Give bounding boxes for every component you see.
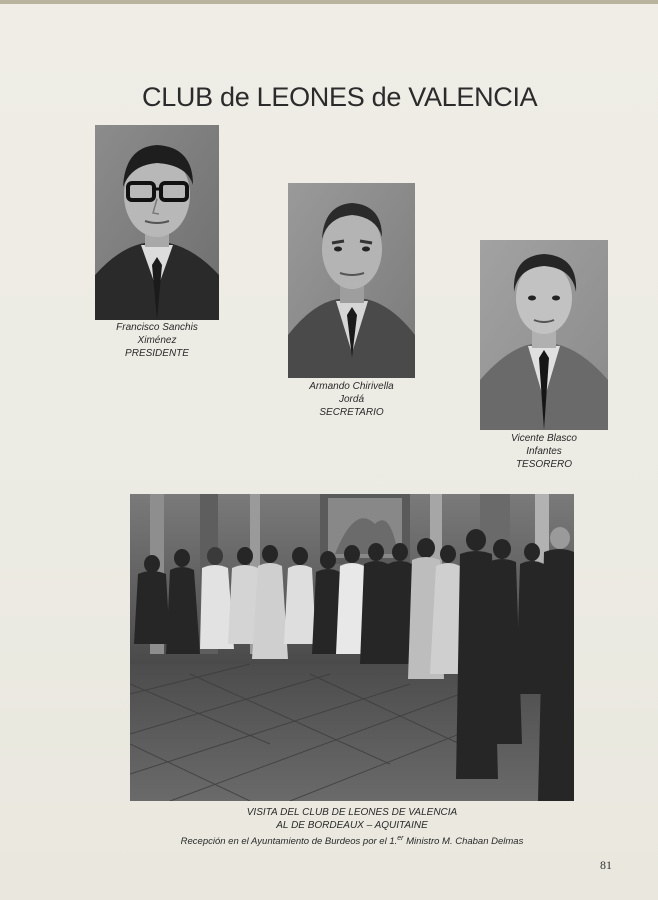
portrait-photo-president bbox=[95, 125, 219, 320]
portrait-photo-treasurer bbox=[480, 240, 608, 430]
caption-line-visit: VISITA DEL CLUB DE LEONES DE VALENCIA bbox=[246, 807, 458, 818]
caption-president bbox=[95, 321, 219, 360]
officer-name-line2: Ximénez bbox=[137, 335, 177, 346]
group-reception-photo bbox=[130, 494, 574, 801]
officer-role: SECRETARIO bbox=[319, 407, 384, 418]
officer-name-line2: Jordá bbox=[338, 394, 364, 405]
page-number: 81 bbox=[600, 858, 612, 872]
caption-secretary bbox=[288, 380, 415, 419]
officer-name-line1: Francisco Sanchis bbox=[116, 322, 198, 333]
caption-treasurer bbox=[480, 432, 608, 471]
group-photo-caption bbox=[130, 806, 574, 848]
officer-role: PRESIDENTE bbox=[125, 348, 189, 359]
officer-name-line1: Vicente Blasco bbox=[511, 433, 577, 444]
page-top-edge bbox=[0, 0, 658, 4]
caption-reception-text: Recepción en el Ayuntamiento de Burdeos por el 1. bbox=[180, 836, 398, 848]
officer-name-line1: Armando Chirivella bbox=[309, 381, 394, 392]
officer-name-line2: Infantes bbox=[526, 446, 562, 457]
officer-role: TESORERO bbox=[515, 459, 573, 470]
page-title: CLUB de LEONES de VALENCIA bbox=[142, 82, 538, 112]
caption-line-destination: AL DE BORDEAUX – AQUITAINE bbox=[276, 820, 428, 831]
portrait-photo-secretary bbox=[288, 183, 415, 378]
caption-ordinal-superscript: er bbox=[397, 835, 404, 842]
caption-reception-text-end: Ministro M. Chaban Delmas bbox=[403, 836, 524, 848]
caption-line-reception bbox=[130, 832, 574, 848]
